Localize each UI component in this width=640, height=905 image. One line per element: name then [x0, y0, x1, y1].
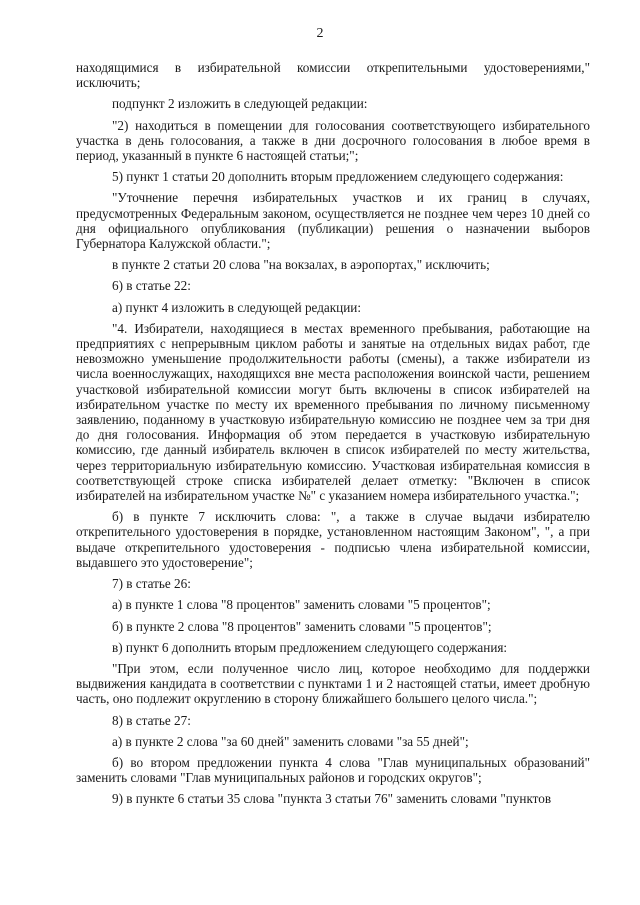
document-body [76, 60, 590, 813]
page-number: 2 [316, 26, 324, 41]
paragraph-quote: "Уточнение перечня избирательных участков и их границ в случаях, предусмотренных Федеральным законом, осуществляется не позднее чем через 10 дней со дня официального опубликования (публикации) решения о назначении выборов Губернатора Калужской области."; [76, 190, 590, 252]
paragraph: подпункт 2 изложить в следующей редакции: [112, 96, 368, 112]
paragraph-continuation: находящимися в избирательной комиссии открепительными удостоверениями," исключить; [76, 60, 590, 91]
paragraph-subitem: б) во втором предложении пункта 4 слова "Глав муниципальных образований" заменить словами "Глав муниципальных районов и городских округов"; [76, 754, 590, 786]
paragraph-quote: "4. Избиратели, находящиеся в местах временного пребывания, работающие на предприятиях с непрерывным циклом работы и занятые на отдельных видах работ, где невозможно уменьшение продолжительности работы (смены), а также избиратели из числа военнослужащих, находящихся вне места расположения воинской части, решением участковой избирательной комиссии могут быть включены в список избирателей на избирательном участке по месту их временного пребывания по личному письменному заявлению, поданному в участковую избирательную комиссию не позднее чем за три дня до дня голосования. Информация об этом передается в участковую избирательную комиссию, где данный избиратель включен в список избирателей по месту жительства, через территориальную избирательную комиссию. Участковая избирательная комиссия в соответствующей строке списка избирателей делает отметку: "Включен в список избирателей на избирательном участке №" с указанием номера избирательного участка."; [76, 320, 590, 504]
paragraph: в пункте 2 статьи 20 слова "на вокзалах, в аэропортах," исключить; [112, 257, 490, 273]
paragraph-item: 7) в статье 26: [112, 576, 191, 592]
paragraph-subitem: а) пункт 4 изложить в следующей редакции: [112, 299, 362, 315]
paragraph-item: 5) пункт 1 статьи 20 дополнить вторым предложением следующего содержания: [112, 169, 564, 185]
paragraph-item: 6) в статье 22: [112, 278, 191, 294]
paragraph-subitem: в) пункт 6 дополнить вторым предложением следующего содержания: [112, 639, 508, 655]
paragraph-item: 9) в пункте 6 статьи 35 слова "пункта 3 статьи 76" заменить словами "пунктов [112, 791, 552, 807]
paragraph-quote: "2) находиться в помещении для голосования соответствующего избирательного участка в день голосования, а также в дни досрочного голосования в любое время в период, указанный в пункте 6 настоящей статьи;"; [76, 117, 590, 164]
paragraph-subitem: а) в пункте 1 слова "8 процентов" заменить словами "5 процентов"; [112, 597, 491, 613]
paragraph-subitem: а) в пункте 2 слова "за 60 дней" заменить словами "за 55 дней"; [112, 733, 469, 749]
paragraph-item: 8) в статье 27: [112, 712, 191, 728]
paragraph-quote: "При этом, если полученное число лиц, которое необходимо для поддержки выдвижения кандидата в соответствии с пунктами 1 и 2 настоящей статьи, имеет дробную часть, оно подлежит округлению в сторону ближайшего большего целого числа."; [76, 660, 590, 707]
paragraph-subitem: б) в пункте 7 исключить слова: ", а также в случае выдачи избирателю открепительного удостоверения в порядке, установленном настоящим Законом", ", а при выдаче открепительного удостоверения - подписью члена избирательной комиссии, выдавшего это удостоверение"; [76, 509, 590, 570]
paragraph-subitem: б) в пункте 2 слова "8 процентов" заменить словами "5 процентов"; [112, 618, 492, 634]
